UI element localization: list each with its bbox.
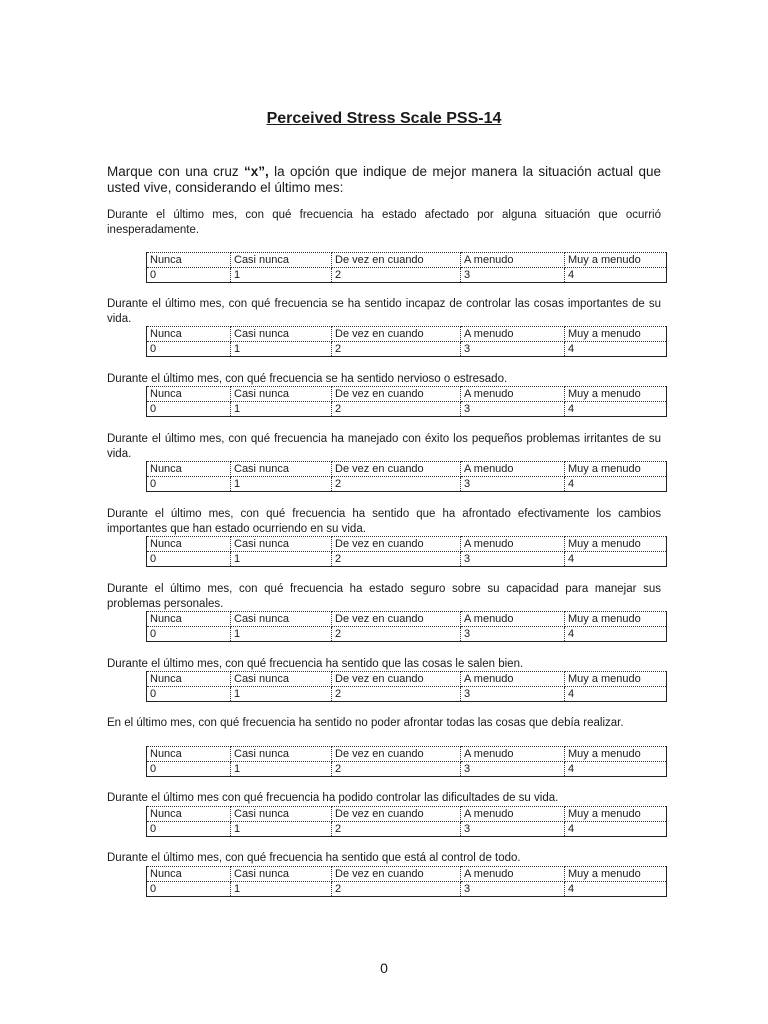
option-value-cell[interactable]: 2 (332, 882, 461, 897)
question-text: Durante el último mes, con qué frecuencia ha sentido que está al control de todo. (107, 852, 521, 864)
option-value-row (147, 402, 667, 417)
option-value-row (147, 477, 667, 492)
instructions-text-start: Marque con una cruz (107, 164, 245, 179)
option-value-cell[interactable]: 4 (565, 268, 667, 283)
option-value-cell[interactable]: 2 (332, 627, 461, 642)
option-value-cell[interactable]: 1 (231, 402, 332, 417)
option-label: A menudo (461, 387, 565, 402)
option-label-row (147, 327, 667, 342)
option-label: A menudo (461, 747, 565, 762)
option-value-row (147, 342, 667, 357)
option-label: De vez en cuando (332, 387, 461, 402)
question-text: Durante el último mes, con qué frecuencia ha estado afectado por alguna situación que ocurrió inesperadamente. (107, 209, 661, 236)
response-table (146, 536, 667, 567)
option-label: Muy a menudo (565, 327, 667, 342)
option-label: Muy a menudo (565, 807, 667, 822)
option-label: Muy a menudo (565, 612, 667, 627)
option-label: A menudo (461, 672, 565, 687)
option-label: Muy a menudo (565, 672, 667, 687)
option-value-cell[interactable]: 0 (147, 822, 231, 837)
option-value-cell[interactable]: 3 (461, 268, 565, 283)
question-text: Durante el último mes, con qué frecuencia se ha sentido nervioso o estresado. (107, 373, 508, 385)
option-label: De vez en cuando (332, 327, 461, 342)
option-value-row (147, 268, 667, 283)
option-label: Nunca (147, 537, 231, 552)
option-label-row (147, 807, 667, 822)
option-value-row (147, 552, 667, 567)
option-value-cell[interactable]: 0 (147, 762, 231, 777)
option-value-row (147, 882, 667, 897)
response-table (146, 671, 667, 702)
option-label: Casi nunca (231, 867, 332, 882)
option-label: Muy a menudo (565, 462, 667, 477)
option-value-cell[interactable]: 4 (565, 822, 667, 837)
option-label: A menudo (461, 327, 565, 342)
option-value-cell[interactable]: 4 (565, 402, 667, 417)
option-value-row (147, 687, 667, 702)
option-value-cell[interactable]: 1 (231, 477, 332, 492)
option-value-cell[interactable]: 4 (565, 762, 667, 777)
option-value-cell[interactable]: 0 (147, 552, 231, 567)
option-value-cell[interactable]: 0 (147, 882, 231, 897)
option-label: Nunca (147, 672, 231, 687)
option-label: A menudo (461, 612, 565, 627)
option-value-cell[interactable]: 4 (565, 342, 667, 357)
page-title: Perceived Stress Scale PSS-14 (266, 110, 502, 127)
option-label-row (147, 867, 667, 882)
option-value-cell[interactable]: 2 (332, 762, 461, 777)
option-label: Nunca (147, 462, 231, 477)
option-label: Nunca (147, 747, 231, 762)
option-label: A menudo (461, 462, 565, 477)
instructions (107, 164, 661, 195)
option-label: Casi nunca (231, 537, 332, 552)
option-value-cell[interactable]: 3 (461, 402, 565, 417)
option-value-cell[interactable]: 3 (461, 687, 565, 702)
option-label-row (147, 747, 667, 762)
option-label: De vez en cuando (332, 807, 461, 822)
option-label-row (147, 612, 667, 627)
response-table (146, 326, 667, 357)
option-value-cell[interactable]: 4 (565, 477, 667, 492)
option-label: Casi nunca (231, 612, 332, 627)
option-value-cell[interactable]: 3 (461, 342, 565, 357)
response-table (146, 866, 667, 897)
option-value-cell[interactable]: 3 (461, 627, 565, 642)
option-label: A menudo (461, 867, 565, 882)
option-value-cell[interactable]: 4 (565, 687, 667, 702)
instructions-mark: “x”, (244, 164, 269, 179)
option-label-row (147, 253, 667, 268)
option-value-cell[interactable]: 2 (332, 687, 461, 702)
option-value-cell[interactable]: 4 (565, 552, 667, 567)
option-value-cell[interactable]: 1 (231, 687, 332, 702)
option-label: Nunca (147, 327, 231, 342)
option-label: Nunca (147, 387, 231, 402)
option-value-row (147, 762, 667, 777)
option-value-cell[interactable]: 2 (332, 477, 461, 492)
option-value-cell[interactable]: 1 (231, 268, 332, 283)
option-label: Muy a menudo (565, 537, 667, 552)
option-label: Nunca (147, 867, 231, 882)
response-table (146, 386, 667, 417)
option-value-cell[interactable]: 1 (231, 882, 332, 897)
option-label: Casi nunca (231, 387, 332, 402)
option-label: Muy a menudo (565, 387, 667, 402)
instructions-text-end: la opción que indique de mejor manera la situación actual que usted vive, considerando el último mes: (107, 164, 661, 195)
option-label: De vez en cuando (332, 867, 461, 882)
option-label: De vez en cuando (332, 612, 461, 627)
option-value-row (147, 627, 667, 642)
response-table (146, 461, 667, 492)
option-label: Muy a menudo (565, 747, 667, 762)
option-label: De vez en cuando (332, 537, 461, 552)
option-label: Nunca (147, 612, 231, 627)
option-label: De vez en cuando (332, 462, 461, 477)
option-label: Casi nunca (231, 462, 332, 477)
question-text: Durante el último mes, con qué frecuencia se ha sentido incapaz de controlar las cosas importantes de su vida. (107, 298, 661, 325)
page-number: 0 (380, 960, 388, 976)
option-label: De vez en cuando (332, 253, 461, 268)
option-value-cell[interactable]: 3 (461, 822, 565, 837)
option-value-cell[interactable]: 1 (231, 762, 332, 777)
response-table (146, 611, 667, 642)
option-label: Casi nunca (231, 327, 332, 342)
option-value-cell[interactable]: 2 (332, 402, 461, 417)
question-text: Durante el último mes, con qué frecuencia ha estado seguro sobre su capacidad para manejar sus problemas personales. (107, 583, 661, 610)
option-value-cell[interactable]: 3 (461, 762, 565, 777)
option-value-cell[interactable]: 4 (565, 882, 667, 897)
option-value-cell[interactable]: 0 (147, 627, 231, 642)
response-table (146, 806, 667, 837)
option-value-cell[interactable]: 3 (461, 552, 565, 567)
option-value-cell[interactable]: 0 (147, 268, 231, 283)
option-label: Casi nunca (231, 253, 332, 268)
option-label-row (147, 387, 667, 402)
option-label-row (147, 537, 667, 552)
response-table (146, 746, 667, 777)
option-value-cell[interactable]: 2 (332, 342, 461, 357)
option-label: A menudo (461, 253, 565, 268)
option-value-cell[interactable]: 2 (332, 822, 461, 837)
option-value-cell[interactable]: 1 (231, 627, 332, 642)
option-value-cell[interactable]: 1 (231, 342, 332, 357)
question-text: Durante el último mes, con qué frecuencia ha manejado con éxito los pequeños problemas irritantes de su vida. (107, 433, 661, 460)
option-value-cell[interactable]: 0 (147, 342, 231, 357)
option-label: A menudo (461, 807, 565, 822)
option-label: Casi nunca (231, 747, 332, 762)
option-label: De vez en cuando (332, 747, 461, 762)
option-value-cell[interactable]: 1 (231, 552, 332, 567)
option-value-row (147, 822, 667, 837)
option-label: A menudo (461, 537, 565, 552)
option-value-cell[interactable]: 3 (461, 882, 565, 897)
option-label-row (147, 462, 667, 477)
question-text: Durante el último mes, con qué frecuencia ha sentido que ha afrontado efectivamente los cambios importantes que han estado ocurriendo en su vida. (107, 508, 661, 535)
question-text: Durante el último mes con qué frecuencia ha podido controlar las dificultades de su vida. (107, 792, 559, 804)
option-label: Muy a menudo (565, 253, 667, 268)
question-text: En el último mes, con qué frecuencia ha sentido no poder afrontar todas las cosas que debía realizar. (107, 717, 624, 729)
option-value-cell[interactable]: 2 (332, 552, 461, 567)
option-label: Muy a menudo (565, 867, 667, 882)
option-value-cell[interactable]: 1 (231, 822, 332, 837)
option-label: Casi nunca (231, 672, 332, 687)
option-label: Casi nunca (231, 807, 332, 822)
option-value-cell[interactable]: 4 (565, 627, 667, 642)
question-text: Durante el último mes, con qué frecuencia ha sentido que las cosas le salen bien. (107, 658, 524, 670)
response-table (146, 252, 667, 283)
option-label: De vez en cuando (332, 672, 461, 687)
option-value-cell[interactable]: 2 (332, 268, 461, 283)
option-label-row (147, 672, 667, 687)
option-label: Nunca (147, 807, 231, 822)
option-value-cell[interactable]: 0 (147, 687, 231, 702)
option-value-cell[interactable]: 3 (461, 477, 565, 492)
option-label: Nunca (147, 253, 231, 268)
option-value-cell[interactable]: 0 (147, 402, 231, 417)
option-value-cell[interactable]: 0 (147, 477, 231, 492)
